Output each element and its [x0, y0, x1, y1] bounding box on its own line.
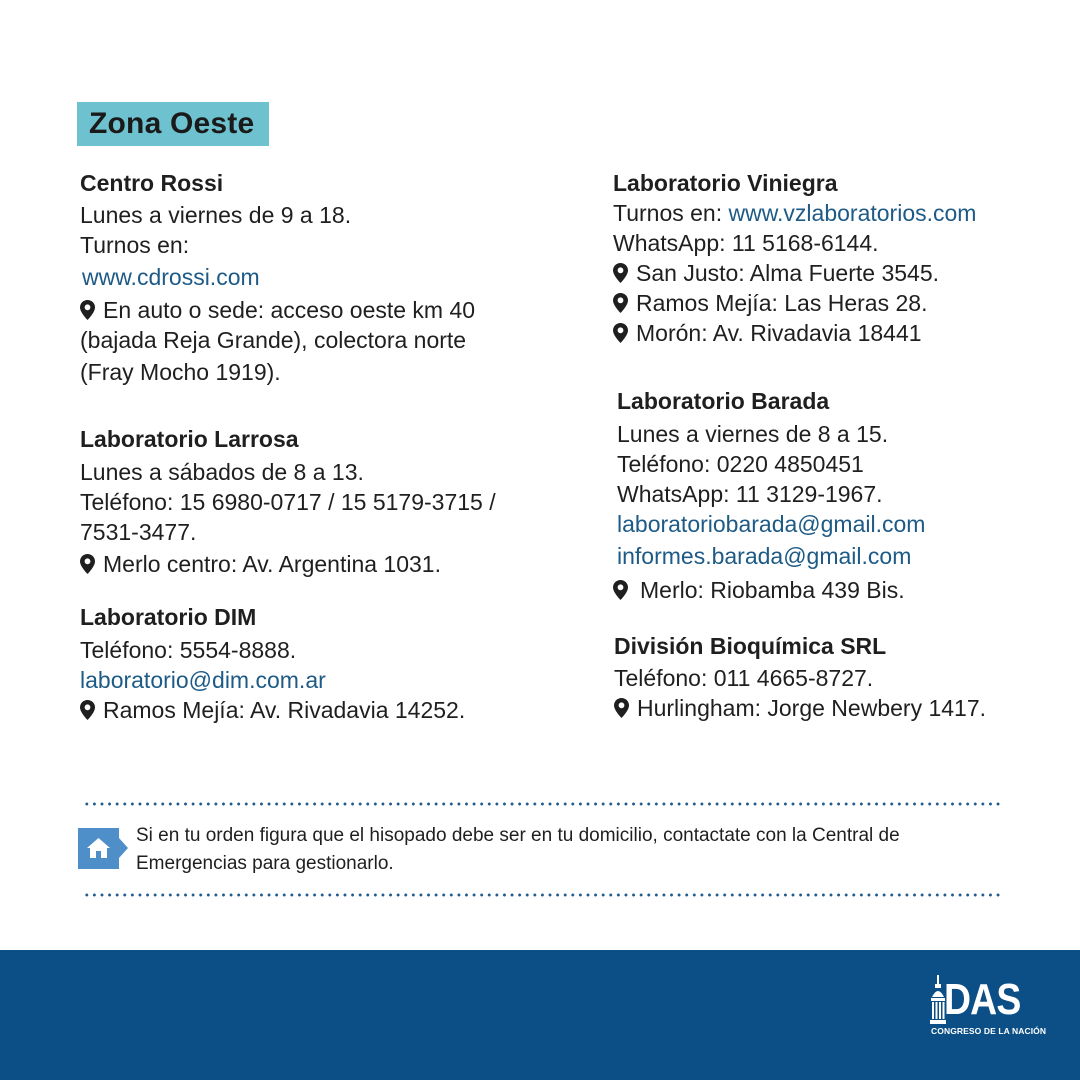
- division-bioquimica-card: [614, 631, 986, 723]
- viniegra-address1-text: San Justo: Alma Fuerte 3545.: [636, 260, 940, 286]
- map-pin-icon: [613, 323, 628, 343]
- barada-hours: Lunes a viernes de 8 a 15.: [617, 421, 889, 447]
- bioquimica-title: División Bioquímica SRL: [614, 633, 887, 659]
- dim-address-text: Ramos Mejía: Av. Rivadavia 14252.: [103, 697, 466, 723]
- laboratorio-larrosa-card: [80, 424, 496, 579]
- dotted-divider-top: [83, 802, 1000, 806]
- barada-address: [613, 575, 925, 605]
- centro-rossi-card: [80, 168, 475, 387]
- home-icon: [78, 828, 119, 869]
- viniegra-turnos-label: Turnos en:: [613, 200, 729, 226]
- barada-email1-link[interactable]: laboratoriobarada@gmail.com: [617, 511, 926, 537]
- map-pin-icon: [613, 263, 628, 283]
- dim-title: Laboratorio DIM: [80, 604, 257, 630]
- note-line2: Emergencias para gestionarlo.: [136, 853, 394, 874]
- centro-rossi-hours: Lunes a viernes de 9 a 18.: [80, 202, 352, 228]
- barada-phone: Teléfono: 0220 4850451: [617, 451, 864, 477]
- dotted-divider-bottom: [83, 893, 1000, 897]
- das-logo: [930, 975, 1047, 1045]
- map-pin-icon: [80, 700, 95, 720]
- larrosa-title: Laboratorio Larrosa: [80, 426, 299, 452]
- bioquimica-phone: Teléfono: 011 4665-8727.: [614, 665, 874, 691]
- dim-phone: Teléfono: 5554-8888.: [80, 637, 297, 663]
- larrosa-hours: Lunes a sábados de 8 a 13.: [80, 459, 364, 485]
- dim-email-link[interactable]: laboratorio@dim.com.ar: [80, 667, 326, 693]
- viniegra-address2: [613, 288, 976, 318]
- laboratorio-barada-card: [617, 386, 925, 605]
- barada-address-text: Merlo: Riobamba 439 Bis.: [640, 577, 905, 603]
- dim-address: [80, 695, 465, 725]
- centro-rossi-address-text: En auto o sede: acceso oeste km 40: [103, 297, 476, 323]
- bioquimica-address: [614, 693, 986, 723]
- centro-rossi-address-line2: (bajada Reja Grande), colectora norte: [80, 327, 467, 353]
- home-swab-note: [136, 822, 1016, 878]
- map-pin-icon: [613, 580, 628, 600]
- barada-whatsapp: WhatsApp: 11 3129-1967.: [617, 481, 883, 507]
- map-pin-icon: [80, 554, 95, 574]
- map-pin-icon: [613, 293, 628, 313]
- centro-rossi-turnos-label: Turnos en:: [80, 232, 190, 258]
- viniegra-address3: [613, 318, 976, 348]
- viniegra-title: Laboratorio Viniegra: [613, 170, 838, 196]
- barada-title: Laboratorio Barada: [617, 388, 830, 414]
- larrosa-address-text: Merlo centro: Av. Argentina 1031.: [103, 551, 441, 577]
- footer-band: [0, 950, 1080, 1080]
- laboratorio-viniegra-card: [613, 168, 976, 348]
- logo-text: DAS: [944, 975, 1021, 1024]
- barada-email2-link[interactable]: informes.barada@gmail.com: [617, 543, 912, 569]
- bioquimica-address-text: Hurlingham: Jorge Newbery 1417.: [637, 695, 987, 721]
- centro-rossi-address-line3: (Fray Mocho 1919).: [80, 359, 281, 385]
- laboratorio-dim-card: [80, 602, 465, 725]
- viniegra-turnos: [613, 198, 976, 228]
- viniegra-address2-text: Ramos Mejía: Las Heras 28.: [636, 290, 928, 316]
- viniegra-address3-text: Morón: Av. Rivadavia 18441: [636, 320, 922, 346]
- larrosa-address: [80, 549, 496, 579]
- viniegra-whatsapp: WhatsApp: 11 5168-6144.: [613, 230, 879, 256]
- logo-subtitle: CONGRESO DE LA NACIÓN: [931, 1026, 1047, 1036]
- note-line1: Si en tu orden figura que el hisopado debe ser en tu domicilio, contactate con la Central de: [136, 825, 900, 846]
- map-pin-icon: [614, 698, 629, 718]
- larrosa-phone-line2: 7531-3477.: [80, 519, 197, 545]
- viniegra-website-link[interactable]: www.vzlaboratorios.com: [728, 200, 977, 226]
- note-pointer: [119, 838, 128, 858]
- centro-rossi-address-line1: [80, 295, 475, 325]
- viniegra-address1: [613, 258, 976, 288]
- zone-title: Zona Oeste: [77, 102, 269, 146]
- centro-rossi-website-link[interactable]: www.cdrossi.com: [82, 264, 260, 290]
- larrosa-phone-line1: Teléfono: 15 6980-0717 / 15 5179-3715 /: [80, 489, 496, 515]
- centro-rossi-title: Centro Rossi: [80, 170, 224, 196]
- map-pin-icon: [80, 300, 95, 320]
